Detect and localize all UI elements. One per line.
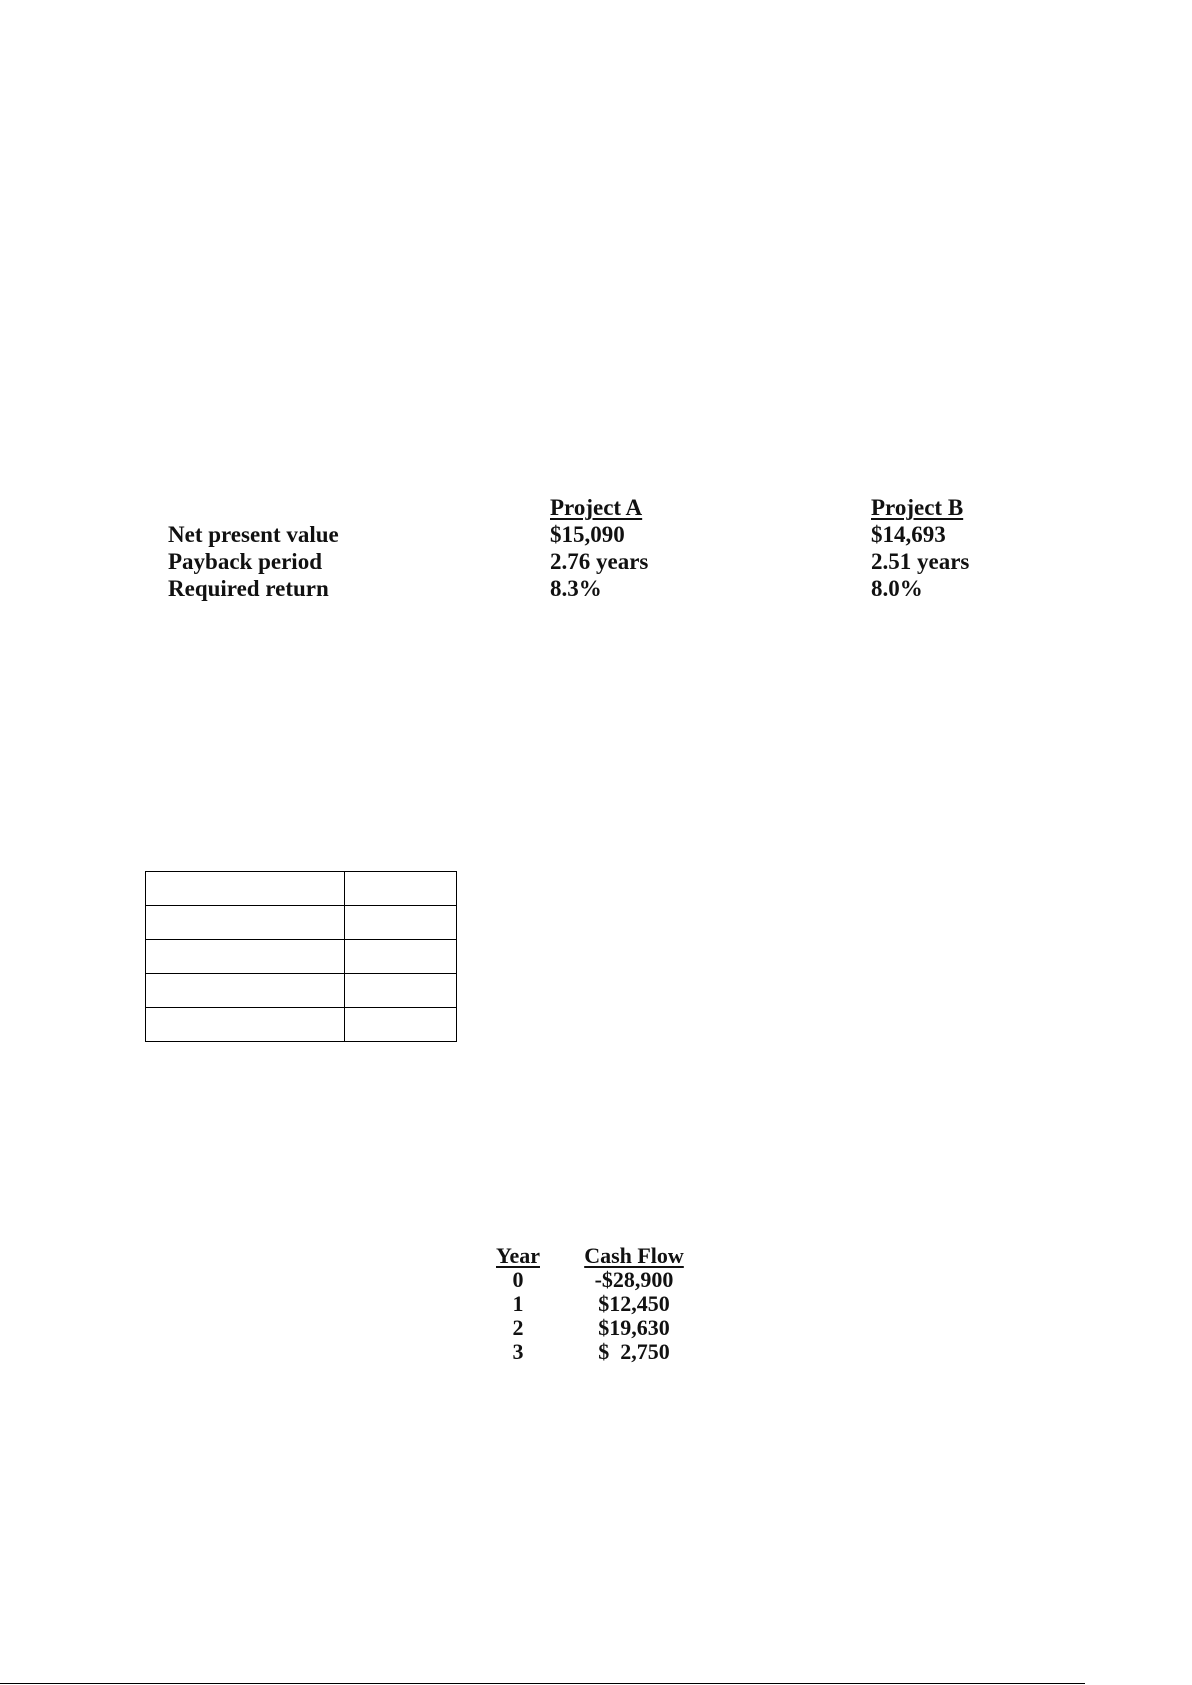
cash-flow-cell: $19,630	[598, 1315, 670, 1340]
grid-cell	[146, 940, 345, 974]
grid-row	[146, 906, 457, 940]
project-comparison-table	[168, 494, 988, 602]
grid-row	[146, 974, 457, 1008]
grid-cell	[345, 872, 457, 906]
table-row	[168, 548, 988, 575]
project-b-value: $14,693	[871, 522, 946, 547]
grid-cell	[345, 1008, 457, 1042]
project-b-value: 8.0%	[871, 576, 923, 601]
row-label: Net present value	[168, 522, 339, 547]
cash-flow-cell: $ 2,750	[598, 1339, 670, 1364]
grid-row	[146, 940, 457, 974]
cash-flow-cell: $12,450	[598, 1291, 670, 1316]
project-a-header: Project A	[550, 495, 643, 520]
grid-cell	[146, 974, 345, 1008]
year-header: Year	[496, 1243, 540, 1268]
table-row	[490, 1340, 710, 1364]
project-b-header: Project B	[871, 495, 964, 520]
grid-cell	[146, 906, 345, 940]
footer-divider	[0, 1683, 1085, 1684]
project-a-value: 2.76 years	[550, 549, 649, 574]
cash-flow-table	[490, 1244, 710, 1364]
project-a-value: 8.3%	[550, 576, 602, 601]
row-label: Payback period	[168, 549, 322, 574]
cash-flow-header: Cash Flow	[584, 1243, 684, 1268]
table-row	[490, 1268, 710, 1292]
year-cell: 0	[512, 1267, 524, 1292]
year-cell: 1	[512, 1291, 524, 1316]
grid-cell	[146, 872, 345, 906]
grid-row	[146, 872, 457, 906]
grid-cell	[345, 974, 457, 1008]
project-table-header-row	[168, 494, 988, 521]
grid-row	[146, 1008, 457, 1042]
year-cell: 2	[512, 1315, 524, 1340]
year-cell: 3	[512, 1339, 524, 1364]
row-label: Required return	[168, 576, 329, 601]
table-row	[168, 575, 988, 602]
project-b-value: 2.51 years	[871, 549, 970, 574]
empty-answer-grid	[145, 871, 457, 1042]
grid-cell	[345, 906, 457, 940]
cash-flow-header-row	[490, 1244, 710, 1268]
table-row	[490, 1316, 710, 1340]
table-row	[168, 521, 988, 548]
project-a-value: $15,090	[550, 522, 625, 547]
table-row	[490, 1292, 710, 1316]
grid-cell	[146, 1008, 345, 1042]
cash-flow-cell: -$28,900	[594, 1267, 674, 1292]
grid-cell	[345, 940, 457, 974]
